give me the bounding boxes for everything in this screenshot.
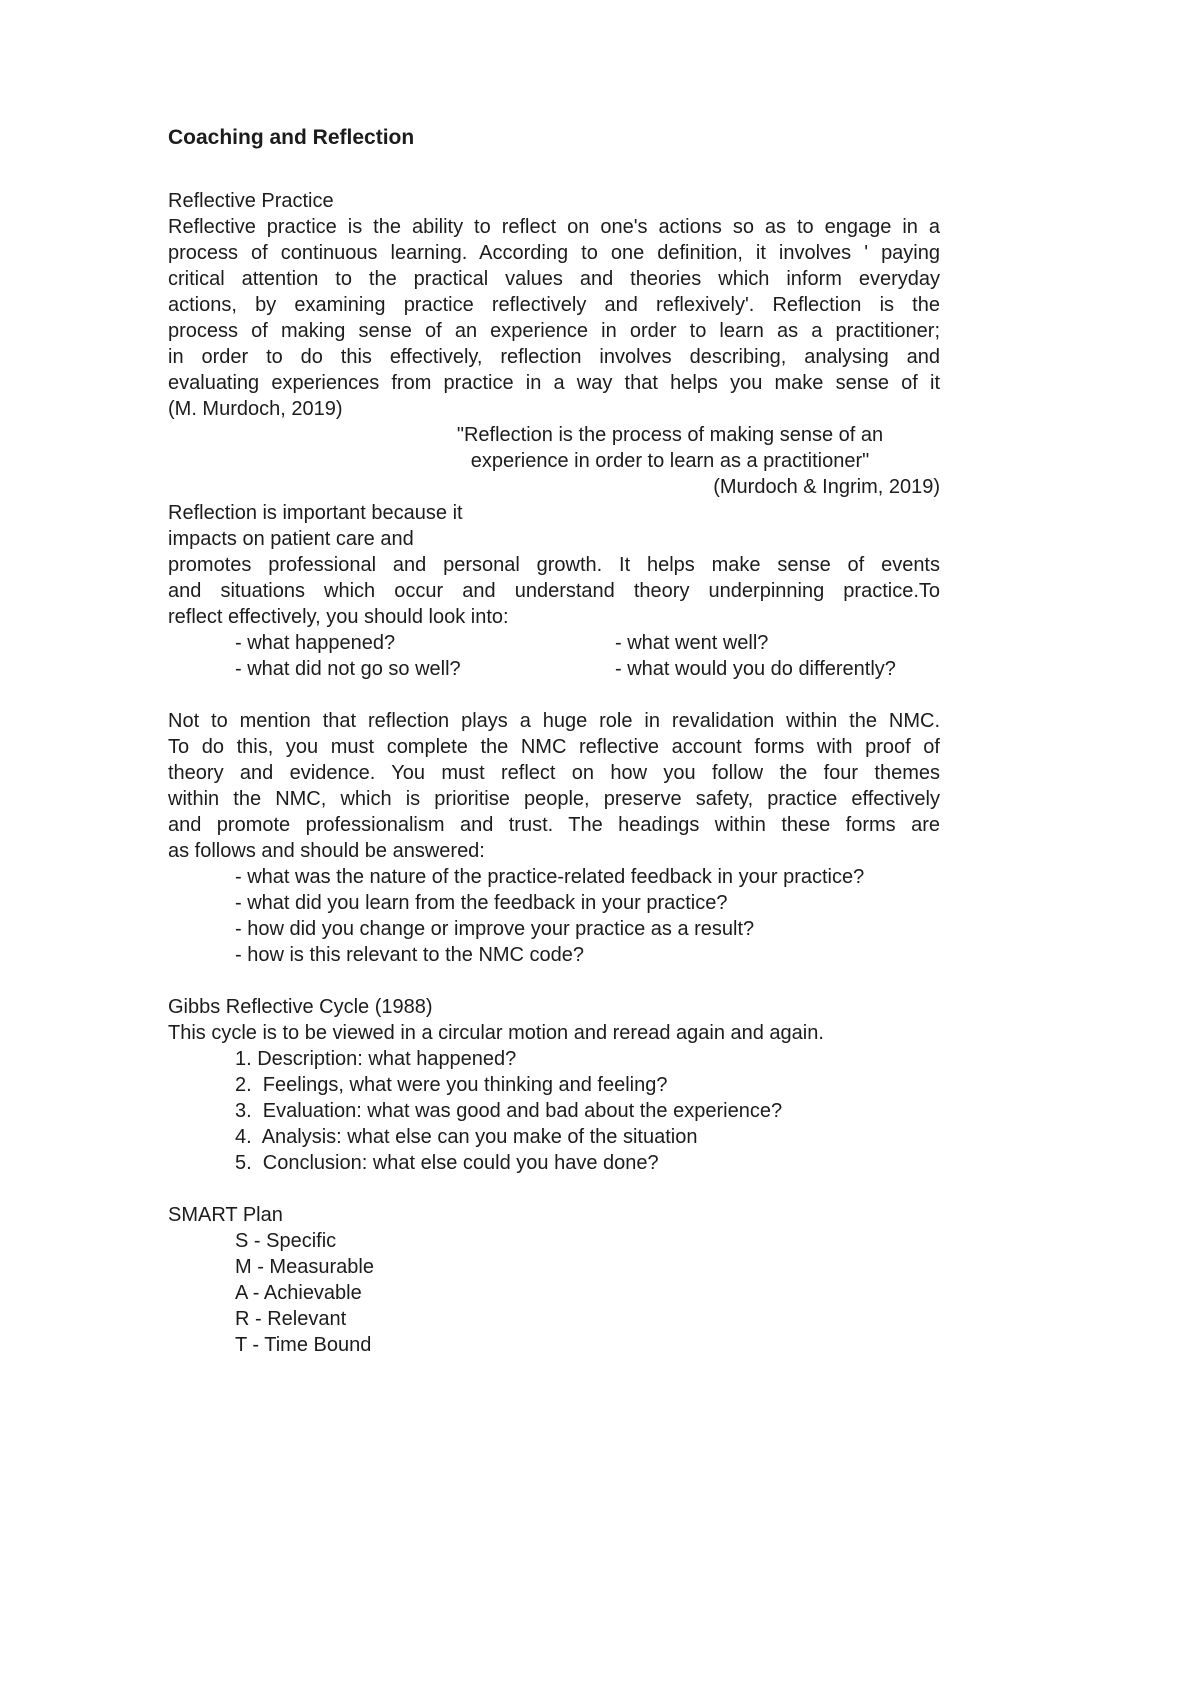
nmc-question-list — [168, 864, 940, 968]
question-item: - what did not go so well? — [235, 658, 461, 680]
blank-line — [168, 682, 940, 708]
paragraph-line: as follows and should be answered: — [168, 840, 485, 862]
smart-item: A - Achievable — [235, 1282, 362, 1304]
reflection-question-list — [168, 630, 940, 682]
paragraph-line: evaluating experiences from practice in a way that helps you make sense of it — [168, 372, 940, 394]
paragraph-line: actions, by examining practice reflectively and reflexively'. Reflection is the — [168, 294, 940, 316]
question-item: - what happened? — [235, 632, 396, 654]
blank-line — [168, 1176, 940, 1202]
gibbs-item: 2. Feelings, what were you thinking and feeling? — [235, 1074, 668, 1096]
question-item: - how is this relevant to the NMC code? — [235, 944, 585, 966]
document-content — [168, 125, 940, 1358]
question-item: - what would you do differently? — [615, 658, 896, 680]
paragraph-line: Reflection is important because it — [168, 502, 463, 524]
importance-paragraph — [168, 500, 940, 630]
quote-citation: (Murdoch & Ingrim, 2019) — [713, 476, 940, 498]
paragraph-line: Reflective practice is the ability to reflect on one's actions so as to engage in a — [168, 216, 940, 238]
gibbs-intro: This cycle is to be viewed in a circular motion and reread again and again. — [168, 1022, 824, 1044]
question-item: - what did you learn from the feedback in your practice? — [235, 892, 728, 914]
reflective-practice-section — [168, 188, 940, 422]
document-title: Coaching and Reflection — [168, 126, 415, 149]
smart-heading: SMART Plan — [168, 1204, 283, 1226]
gibbs-heading: Gibbs Reflective Cycle (1988) — [168, 996, 433, 1018]
citation: (M. Murdoch, 2019) — [168, 398, 343, 420]
paragraph-line: To do this, you must complete the NMC reflective account forms with proof of — [168, 736, 940, 758]
gibbs-item: 1. Description: what happened? — [235, 1048, 517, 1070]
paragraph-line: process of continuous learning. According to one definition, it involves ' paying — [168, 242, 940, 264]
gibbs-item: 3. Evaluation: what was good and bad about the experience? — [235, 1100, 783, 1122]
quote-block — [168, 422, 940, 500]
blank-line — [168, 968, 940, 994]
paragraph-line: critical attention to the practical values and theories which inform everyday — [168, 268, 940, 290]
gibbs-item: 4. Analysis: what else can you make of the situation — [235, 1126, 698, 1148]
smart-item: M - Measurable — [235, 1256, 374, 1278]
question-item: - what was the nature of the practice-related feedback in your practice? — [235, 866, 865, 888]
paragraph-line: within the NMC, which is prioritise people, preserve safety, practice effectively — [168, 788, 940, 810]
question-row — [168, 656, 940, 682]
question-item: - how did you change or improve your practice as a result? — [235, 918, 755, 940]
smart-item: S - Specific — [235, 1230, 337, 1252]
question-item: - what went well? — [615, 632, 769, 654]
gibbs-item: 5. Conclusion: what else could you have done? — [235, 1152, 659, 1174]
nmc-revalidation-paragraph — [168, 708, 940, 864]
gibbs-cycle-section — [168, 994, 940, 1176]
paragraph-line: Not to mention that reflection plays a huge role in revalidation within the NMC. — [168, 710, 940, 732]
paragraph-line: impacts on patient care and — [168, 528, 414, 550]
quote-line: "Reflection is the process of making sense of an — [456, 424, 884, 446]
paragraph-line: in order to do this effectively, reflection involves describing, analysing and — [168, 346, 940, 368]
question-row — [168, 630, 940, 656]
paragraph-line: process of making sense of an experience in order to learn as a practitioner; — [168, 320, 940, 342]
paragraph-line: promotes professional and personal growth. It helps make sense of events — [168, 554, 940, 576]
section-heading: Reflective Practice — [168, 190, 334, 212]
smart-item: R - Relevant — [235, 1308, 347, 1330]
smart-item: T - Time Bound — [235, 1334, 372, 1356]
paragraph-line: and situations which occur and understand theory underpinning practice.To — [168, 580, 940, 602]
quote-line: experience in order to learn as a practitioner" — [470, 450, 870, 472]
smart-plan-section — [168, 1202, 940, 1358]
paragraph-line: theory and evidence. You must reflect on how you follow the four themes — [168, 762, 940, 784]
paragraph-line: and promote professionalism and trust. The headings within these forms are — [168, 814, 940, 836]
paragraph-line: reflect effectively, you should look into: — [168, 606, 509, 628]
